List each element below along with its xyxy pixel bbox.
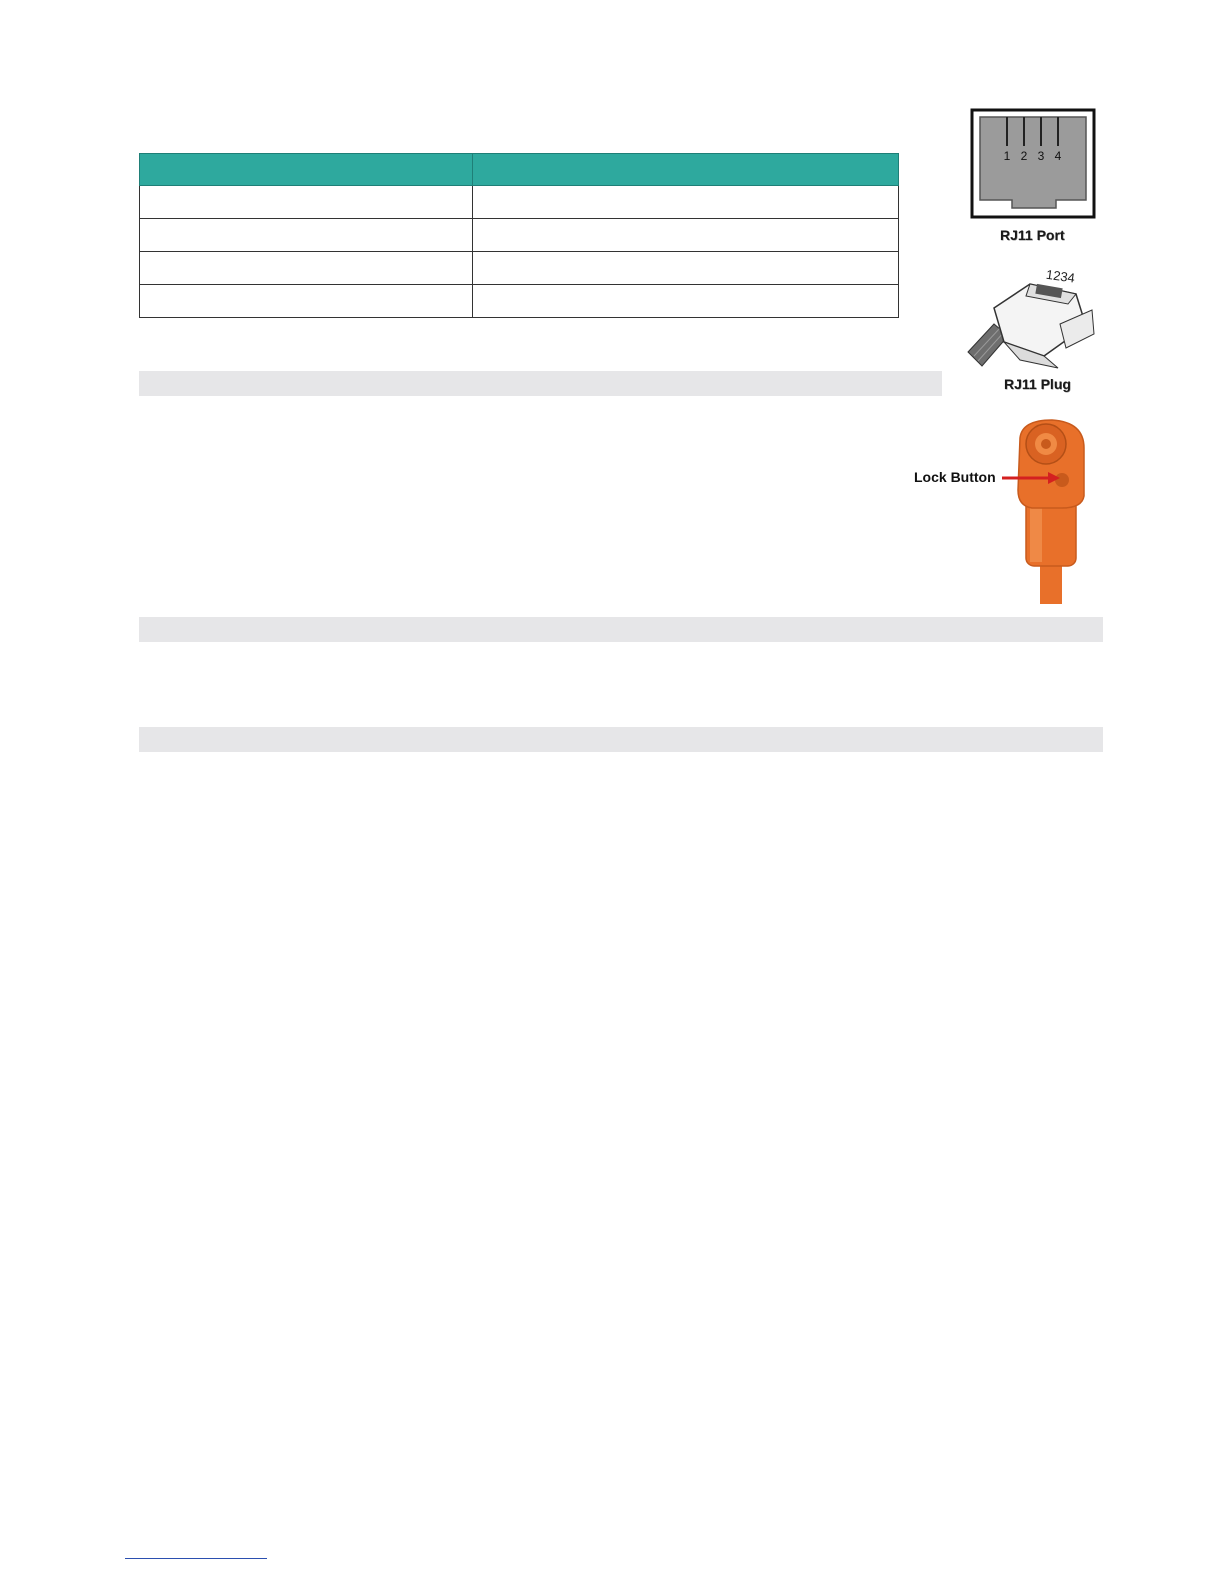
rj11-plug-figure	[964, 264, 1100, 398]
table-cell	[140, 219, 473, 252]
table-cell	[473, 186, 899, 219]
table-cell	[140, 252, 473, 285]
port-pin-number: 1	[1003, 149, 1011, 163]
table-header-cell	[473, 154, 899, 186]
table-header-row	[140, 154, 899, 186]
table-cell	[140, 285, 473, 318]
table-row	[140, 285, 899, 318]
rj11-plug-icon	[964, 264, 1100, 376]
table-header-cell	[140, 154, 473, 186]
table-row	[140, 186, 899, 219]
port-pin-number: 4	[1054, 149, 1062, 163]
table-row	[140, 219, 899, 252]
plug-pin-numbers: 1234	[1045, 266, 1076, 286]
table-cell	[473, 219, 899, 252]
orange-connector-icon	[912, 418, 1102, 604]
rj11-port-caption: RJ11 Port	[1000, 227, 1065, 243]
rj11-port-figure	[970, 108, 1098, 248]
lock-button-label: Lock Button	[914, 469, 996, 485]
section-heading-bar	[139, 371, 942, 396]
table-cell	[473, 285, 899, 318]
footer-link-underline[interactable]	[125, 1558, 267, 1559]
section-heading-bar	[139, 727, 1103, 752]
table-cell	[140, 186, 473, 219]
rj11-port-icon	[970, 108, 1098, 220]
table-cell	[473, 252, 899, 285]
port-pin-number: 3	[1037, 149, 1045, 163]
pin-table	[139, 153, 899, 318]
table-row	[140, 252, 899, 285]
section-heading-bar	[139, 617, 1103, 642]
rj11-plug-caption: RJ11 Plug	[1004, 376, 1071, 392]
port-pin-number: 2	[1020, 149, 1028, 163]
power-connector-figure	[912, 418, 1102, 604]
